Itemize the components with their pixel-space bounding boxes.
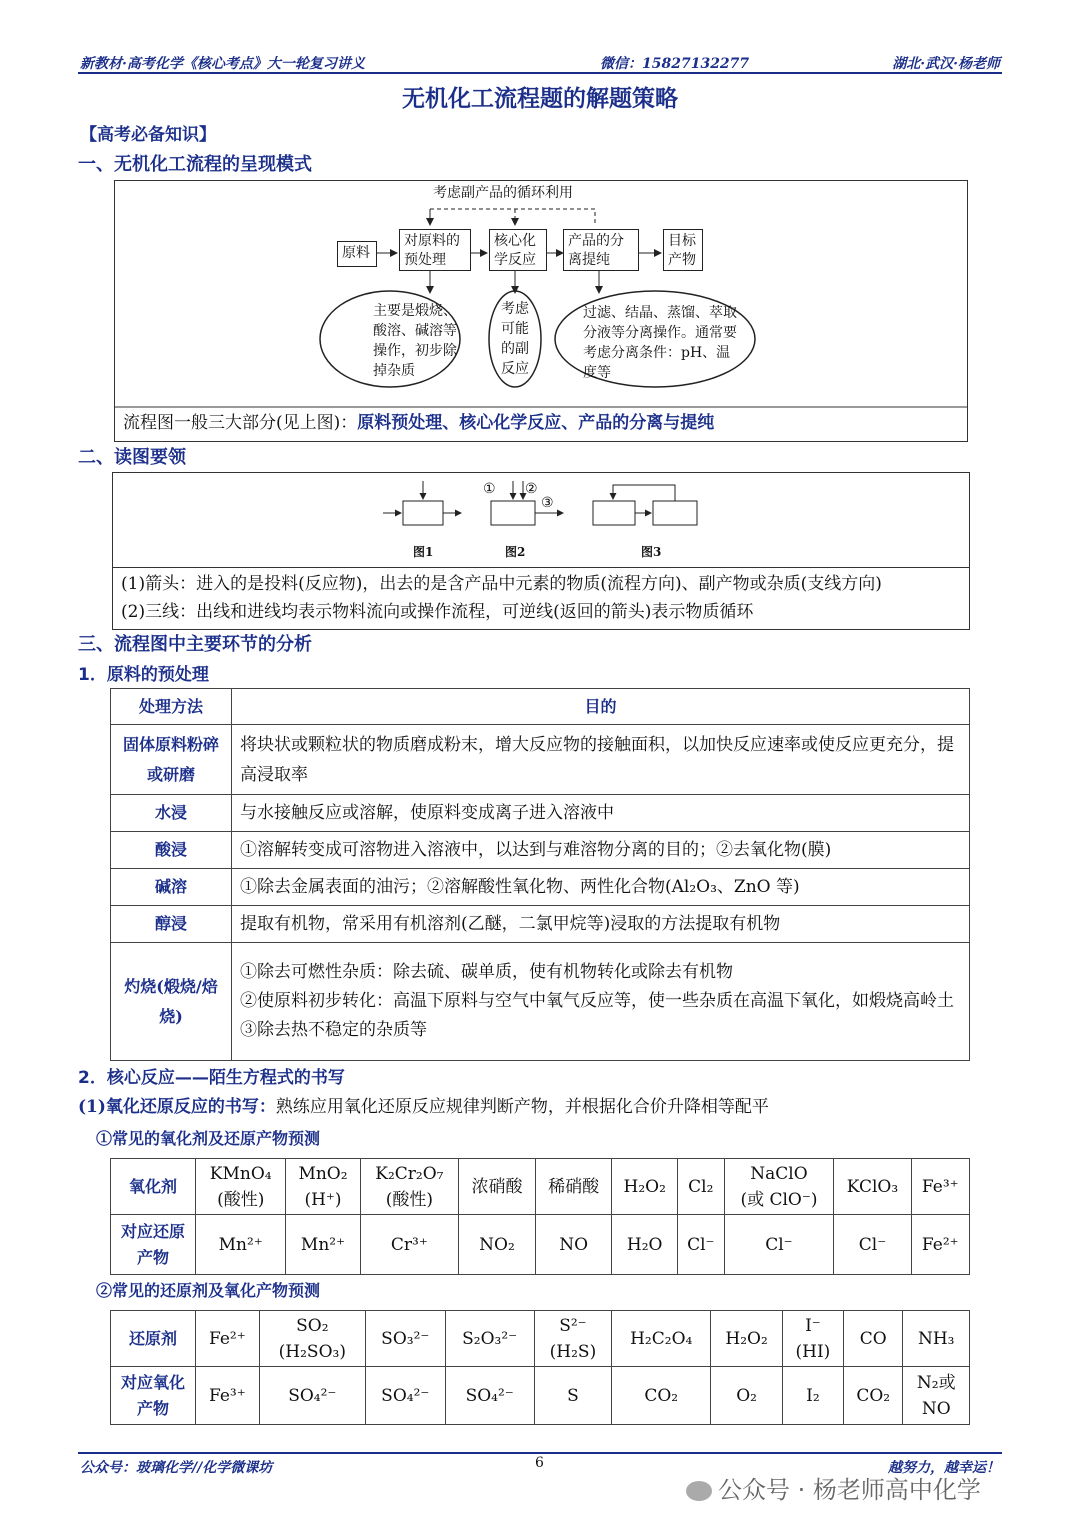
page-title: 无机化工流程题的解题策略 [402,86,678,112]
cell-line: Cr³⁺ [390,1234,428,1255]
footer-left: 公众号：玻璃化学//化学微课坊 [80,1460,273,1476]
method-cell: 醇浸 [111,906,232,943]
summary-prefix: 流程图一般三大部分(见上图)： [123,413,358,433]
sub1-heading: 1．原料的预处理 [78,665,209,685]
table-cell [445,1311,534,1367]
cell-line: H₂O₂ [725,1328,768,1349]
table-cell [286,1215,360,1275]
knowledge-tag: 【高考必备知识】 [80,125,216,145]
table-row [111,1159,970,1215]
cell-line: KClO₃ [846,1176,899,1197]
cell-line: (H⁺) [304,1189,342,1210]
cell-line: (HI) [795,1341,831,1362]
cell-line: (或 ClO⁻) [740,1189,818,1210]
node-raw: 原料 [337,241,377,267]
table-cell [360,1215,459,1275]
table-cell [678,1159,725,1215]
table-cell [782,1311,843,1367]
watermark [686,1470,981,1505]
ellipse3-text: 过滤、结晶、蒸馏、萃取分液等分离操作。通常要考虑分离条件：pH、温度等 [583,305,737,381]
table-row [111,943,970,1061]
table-row [111,1215,970,1275]
cell-line: S₂O₃²⁻ [462,1328,518,1349]
oxidant-table [110,1158,970,1275]
cell-line: O₂ [736,1385,757,1406]
cell-line: I⁻ [805,1315,821,1336]
table-cell [612,1367,711,1425]
reductant-table [110,1310,970,1425]
flow-diagram-box [114,180,968,442]
cell-line: CO₂ [644,1385,679,1406]
watermark-text: 公众号 · 杨老师高中化学 [718,1476,981,1504]
cell-line: Cl⁻ [765,1234,793,1255]
fig3-label: 图3 [641,545,662,559]
red-title: ②常见的还原剂及氧化产物预测 [96,1281,321,1300]
table-cell [834,1159,911,1215]
table-row [111,725,970,795]
table-cell [259,1367,365,1425]
cell-line: NaClO [750,1163,808,1184]
sub2-heading: 2．核心反应——陌生方程式的书写 [78,1068,345,1088]
table-cell [196,1367,260,1425]
purpose-cell: 提取有机物，常采用有机溶剂(乙醚，二氯甲烷等)浸取的方法提取有机物 [232,906,970,943]
node-product: 目标产物 [663,229,703,271]
cell-line: Fe³⁺ [208,1385,246,1406]
cell-line: I₂ [806,1385,820,1406]
purpose-line: ③除去热不稳定的杂质等 [240,1020,427,1040]
cell-line: Mn²⁺ [300,1234,346,1255]
table-row [111,689,970,725]
table-cell [534,1367,611,1425]
loop-label: 考虑副产品的循环利用 [433,185,573,201]
cell-line: Cl⁻ [858,1234,887,1255]
mark-2: ② [525,481,538,497]
pretreat-table [110,688,970,1061]
cell-line: SO₂ [296,1315,329,1336]
cell-line: SO₄²⁻ [381,1385,430,1406]
fig1-label: 图1 [413,545,434,559]
header-right: 湖北·武汉·杨老师 [892,56,1000,72]
method-cell: 碱溶 [111,869,232,906]
cell-line: NO [559,1234,588,1255]
wechat-icon [686,1481,712,1501]
table-cell [782,1367,843,1425]
cell-line: Fe³⁺ [921,1176,959,1197]
method-cell: 水浸 [111,795,232,832]
method-cell: 灼烧(煅烧/焙烧) [111,943,232,1061]
header-rule [78,72,1002,74]
mark-3: ③ [541,495,554,511]
cell-line: H₂O [626,1234,663,1255]
table-cell [365,1367,445,1425]
table-cell [360,1159,459,1215]
ox-title: ①常见的氧化剂及还原产物预测 [96,1129,321,1148]
cell-line: Fe²⁺ [208,1328,246,1349]
footer-rule [78,1452,1002,1454]
table-row [111,869,970,906]
cell-line: SO₄²⁻ [288,1385,337,1406]
cell-line: CO₂ [856,1385,891,1406]
table-cell [678,1215,725,1275]
table-cell [903,1367,970,1425]
table-cell [834,1215,911,1275]
th-purpose: 目的 [232,689,970,725]
table-cell [911,1215,969,1275]
section3-heading: 三、流程图中主要环节的分析 [78,634,312,655]
purpose-cell: ①除去金属表面的油污；②溶解酸性氧化物、两性化合物(Al₂O₃、ZnO 等) [232,869,970,906]
flow-summary [123,409,714,437]
table-cell [612,1311,711,1367]
table-cell [535,1159,612,1215]
summary-highlight: 原料预处理、核心化学反应、产品的分离与提纯 [357,413,715,433]
cell-line: (H₂S) [549,1341,597,1362]
table-cell [724,1215,834,1275]
reading-line1: (1)箭头：进入的是投料(反应物)，出去的是含产品中元素的物质(流程方向)、副产物或杂质(支线方向) [121,574,882,594]
th-method: 处理方法 [111,689,232,725]
ox-row2-label: 对应还原产物 [111,1215,196,1275]
table-cell [612,1215,678,1275]
cell-line: NH₃ [917,1328,955,1349]
cell-line: (酸性) [385,1189,434,1210]
flow-arrows [115,181,967,441]
table-cell [259,1311,365,1367]
sub2-1-label: (1)氧化还原反应的书写： [78,1097,276,1117]
method-cell: 固体原料粉碎或研磨 [111,725,232,795]
table-cell [365,1311,445,1367]
table-cell [196,1159,286,1215]
table-row [111,1311,970,1367]
section1-heading: 一、无机化工流程的呈现模式 [78,154,312,175]
purpose-line: ②使原料初步转化：高温下原料与空气中氧气反应等，使一些杂质在高温下氧化，如煅烧高岭土 [240,991,954,1011]
footer-right: 越努力，越幸运！ [888,1460,1000,1476]
table-cell [535,1215,612,1275]
cell-line: CO [859,1328,887,1349]
table-cell [843,1367,903,1425]
cell-line: 稀硝酸 [548,1176,600,1197]
cell-line: Cl₂ [688,1176,714,1197]
cell-line: N₂或 [916,1372,956,1393]
table-cell [196,1215,286,1275]
table-cell [911,1159,969,1215]
sub2-1 [78,1092,769,1117]
cell-line: Mn²⁺ [218,1234,263,1255]
table-cell [459,1159,536,1215]
cell-line: K₂Cr₂O₇ [375,1163,444,1184]
reading-box [112,472,970,630]
cell-line: MnO₂ [298,1163,348,1184]
table-cell [534,1311,611,1367]
table-cell [612,1159,678,1215]
cell-line: SO₃²⁻ [381,1328,430,1349]
table-cell [459,1215,536,1275]
cell-line: Cl⁻ [687,1234,715,1255]
node-pretreat: 对原料的预处理 [399,229,471,271]
ellipse1-text: 主要是煅烧、酸溶、碱溶等操作，初步除掉杂质 [373,303,457,379]
cell-line: S [567,1385,579,1406]
cell-line: S²⁻ [559,1315,587,1336]
node-separate: 产品的分离提纯 [563,229,639,271]
cell-line: (酸性) [217,1189,265,1210]
table-cell [903,1311,970,1367]
cell-line: 浓硝酸 [471,1176,523,1197]
cell-line: (H₂SO₃) [278,1341,346,1362]
header-center: 微信：15827132277 [600,56,750,72]
page-number: 6 [535,1455,544,1471]
table-cell [711,1367,783,1425]
reading-line2: (2)三线：出线和进线均表示物料流向或操作流程，可逆线(返回的箭头)表示物质循环 [121,602,754,622]
header-left: 新教材·高考化学《核心考点》大一轮复习讲义 [80,56,365,72]
cell-line: NO₂ [479,1234,515,1255]
cell-line: SO₄²⁻ [465,1385,514,1406]
table-cell [724,1159,834,1215]
purpose-cell [232,943,970,1061]
cell-line: KMnO₄ [209,1163,272,1184]
method-cell: 酸浸 [111,832,232,869]
ox-row1-label: 氧化剂 [111,1159,196,1215]
fig2-label: 图2 [505,545,526,559]
cell-line: H₂O₂ [623,1176,666,1197]
purpose-line: ①除去可燃性杂质：除去硫、碳单质，使有机物转化或除去有机物 [240,962,733,982]
red-row1-label: 还原剂 [111,1311,196,1367]
purpose-cell: ①溶解转变成可溶物进入溶液中，以达到与难溶物分离的目的；②去氧化物(膜) [232,832,970,869]
cell-line: Fe²⁺ [921,1234,959,1255]
cell-line: H₂C₂O₄ [630,1328,693,1349]
red-row2-label: 对应氧化产物 [111,1367,196,1425]
purpose-cell: 将块状或颗粒状的物质磨成粉末，增大反应物的接触面积，以加快反应速率或使反应更充分，提高浸取率 [232,725,970,795]
table-cell [196,1311,260,1367]
purpose-cell: 与水接触反应或溶解，使原料变成离子进入溶液中 [232,795,970,832]
sub2-1-text: 熟练应用氧化还原反应规律判断产物，并根据化合价升降相等配平 [275,1097,769,1117]
table-row [111,906,970,943]
reading-divider [113,567,969,568]
table-cell [843,1311,903,1367]
section2-heading: 二、读图要领 [78,447,186,468]
table-row [111,795,970,832]
ellipse2-text: 考虑可能的副反应 [501,301,529,377]
reading-diagrams [113,473,969,569]
mark-1: ① [483,481,496,497]
table-row [111,832,970,869]
table-cell [286,1159,360,1215]
table-cell [711,1311,783,1367]
table-cell [445,1367,534,1425]
cell-line: NO [921,1398,951,1419]
table-row [111,1367,970,1425]
node-core: 核心化学反应 [489,229,547,271]
